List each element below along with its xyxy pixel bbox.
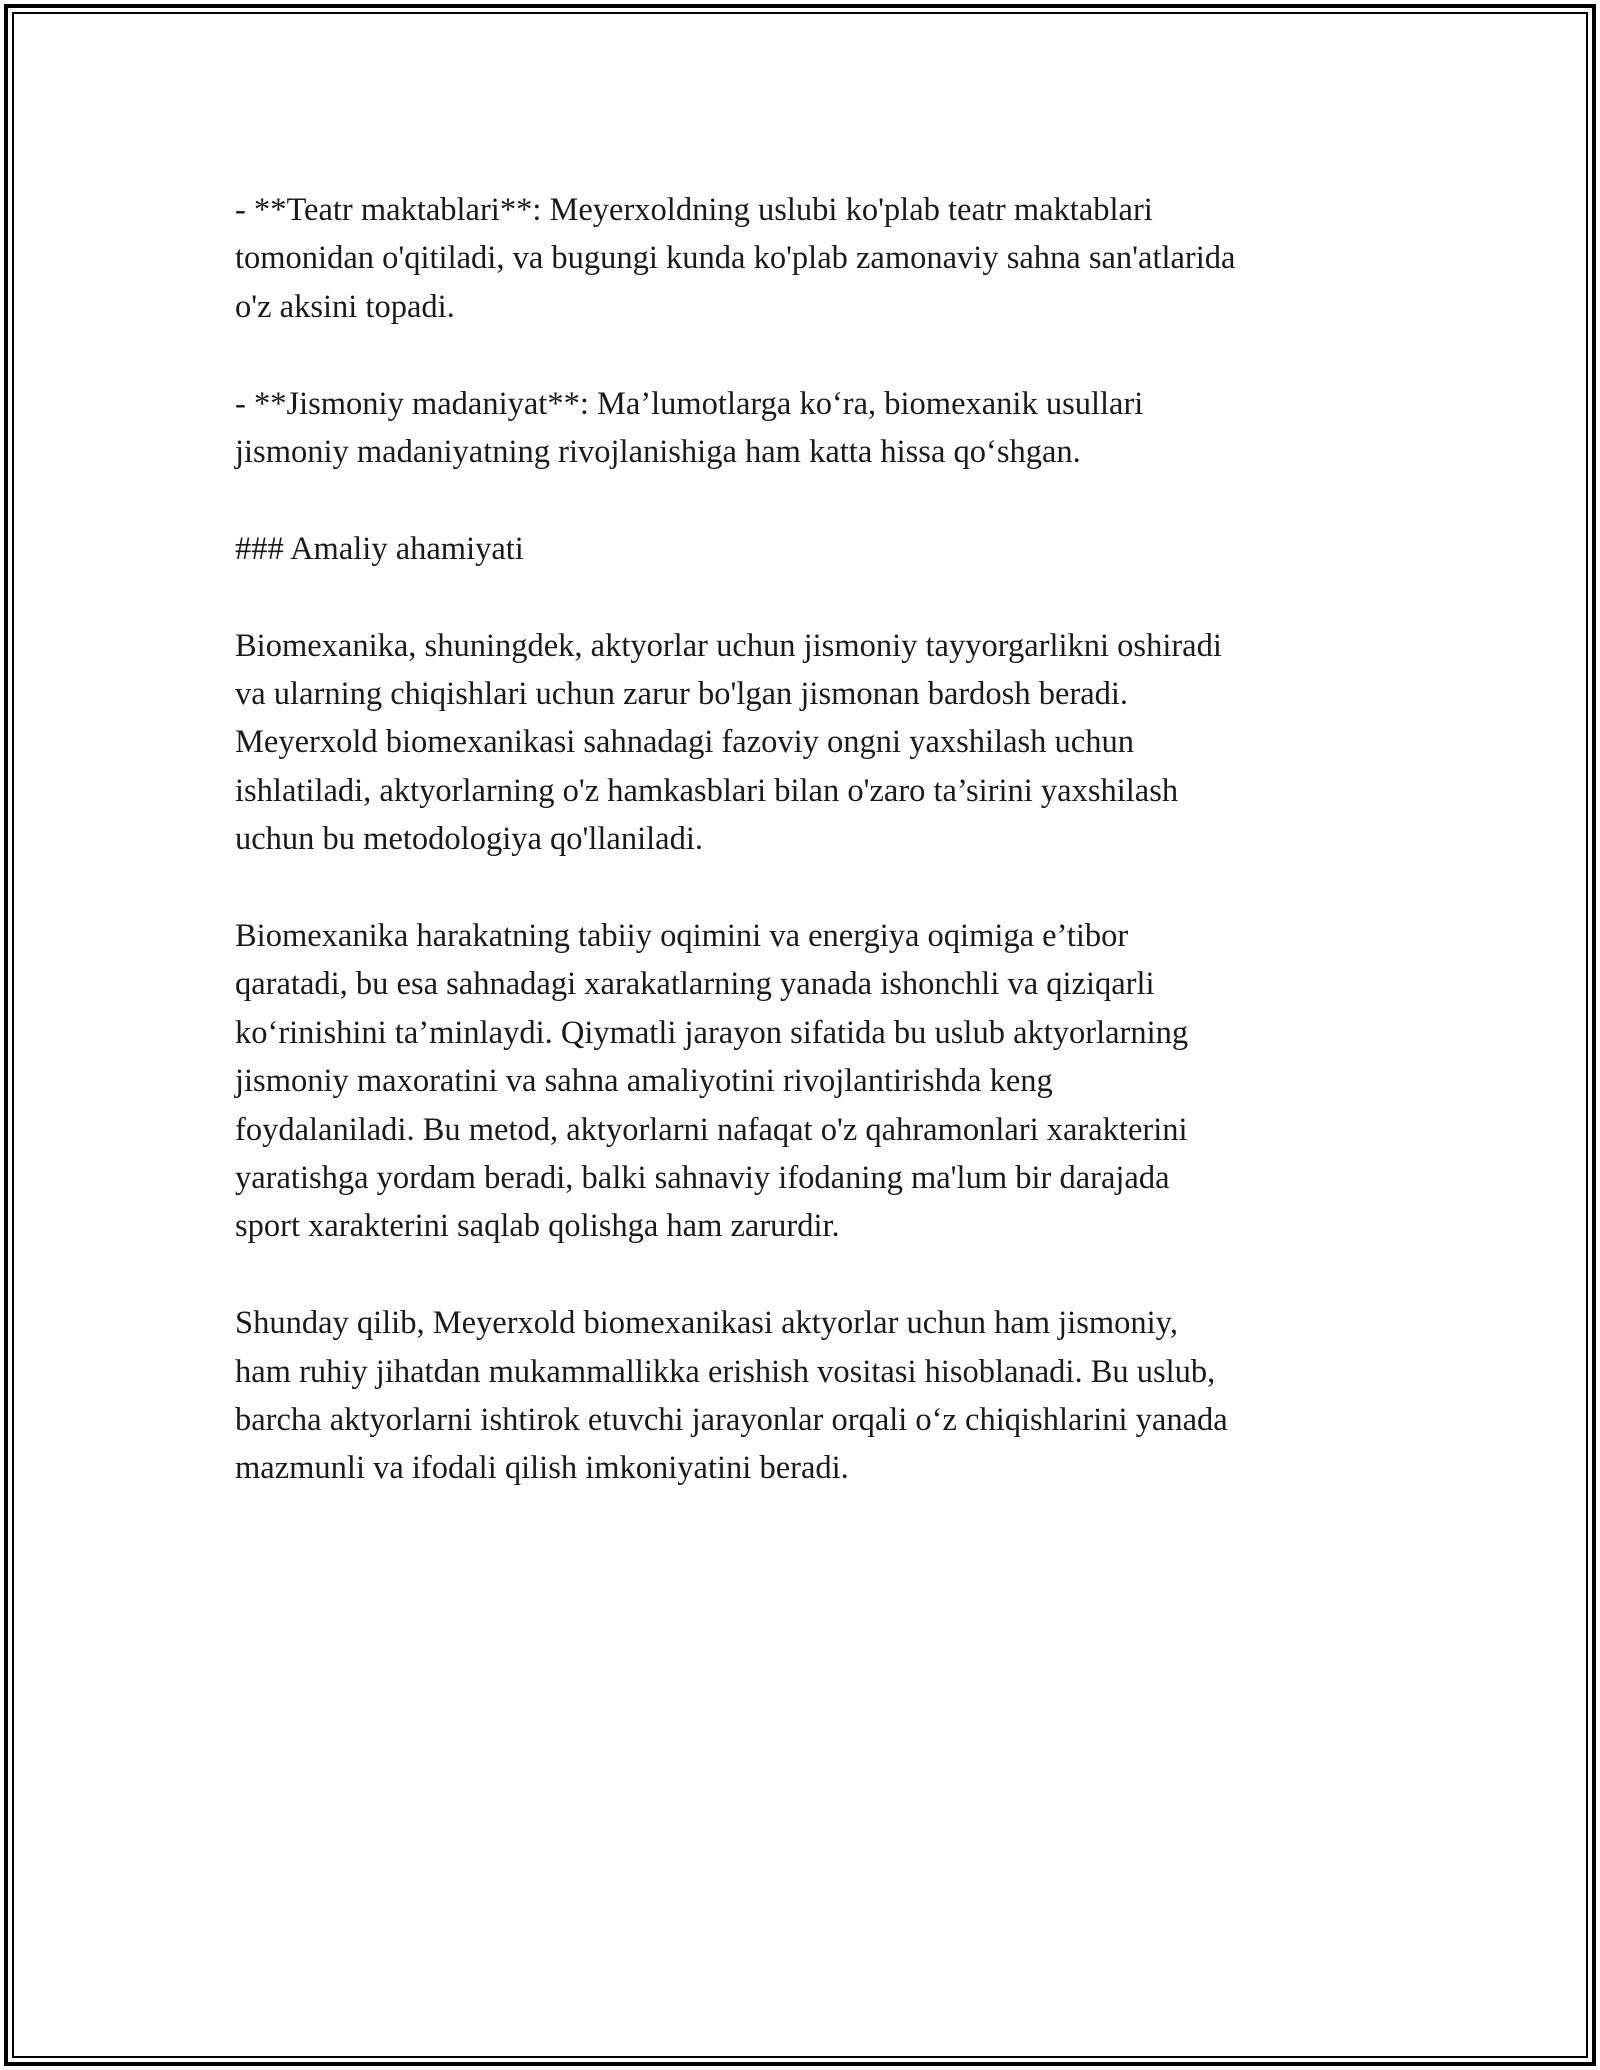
paragraph-biomexanika-harakat: Biomexanika harakatning tabiiy oqimini va energiya oqimiga e’tibor qaratadi, bu esa sahnadagi xarakatlarning yanada ishonchli va qiziqarli ko‘rinishini ta’minlaydi. Qiymatli jarayon sifatida bu uslub aktyorlarning jismoniy maxoratini va sahna amaliyotini rivojlantirishda keng foydalaniladi. Bu metod, aktyorlarni nafaqat o'z qahramonlari xarakterini yaratishga yordam beradi, balki sahnaviy ifodaning ma'lum bir darajada sport xarakterini saqlab qolishga ham zarurdir. <box>235 918 1189 1245</box>
paragraph-teatr-maktablari: - **Teatr maktablari**: Meyerxoldning uslubi ko'plab teatr maktablari tomonidan o'qitiladi, va bugungi kunda ko'plab zamonaviy sahna san'atlarida o'z aksini topadi. <box>235 192 1236 325</box>
paragraph-jismoniy-madaniyat: - **Jismoniy madaniyat**: Ma’lumotlarga ko‘ra, biomexanik usullari jismoniy madaniyatning rivojlanishiga ham katta hissa qo‘shgan. <box>235 385 1144 471</box>
document-body <box>235 186 1370 1541</box>
paragraph-xulosa: Shunday qilib, Meyerxold biomexanikasi aktyorlar uchun ham jismoniy, ham ruhiy jihatdan mukammallikka erishish vositasi hisoblanadi. Bu uslub, barcha aktyorlarni ishtirok etuvchi jarayonlar orqali o‘z chiqishlarini yanada mazmunli va ifodali qilish imkoniyatini beradi. <box>235 1305 1228 1487</box>
paragraph-biomexanika-tayyorgarlik: Biomexanika, shuningdek, aktyorlar uchun jismoniy tayyorgarlikni oshiradi va ularning chiqishlari uchun zarur bo'lgan jismonan bardosh beradi. Meyerxold biomexanikasi sahnadagi fazoviy ongni yaxshilash uchun ishlatiladi, aktyorlarning o'z hamkasblari bilan o'zaro ta’sirini yaxshilash uchun bu metodologiya qo'llaniladi. <box>235 627 1222 858</box>
section-heading-amaliy-ahamiyati: ### Amaliy ahamiyati <box>235 530 524 567</box>
